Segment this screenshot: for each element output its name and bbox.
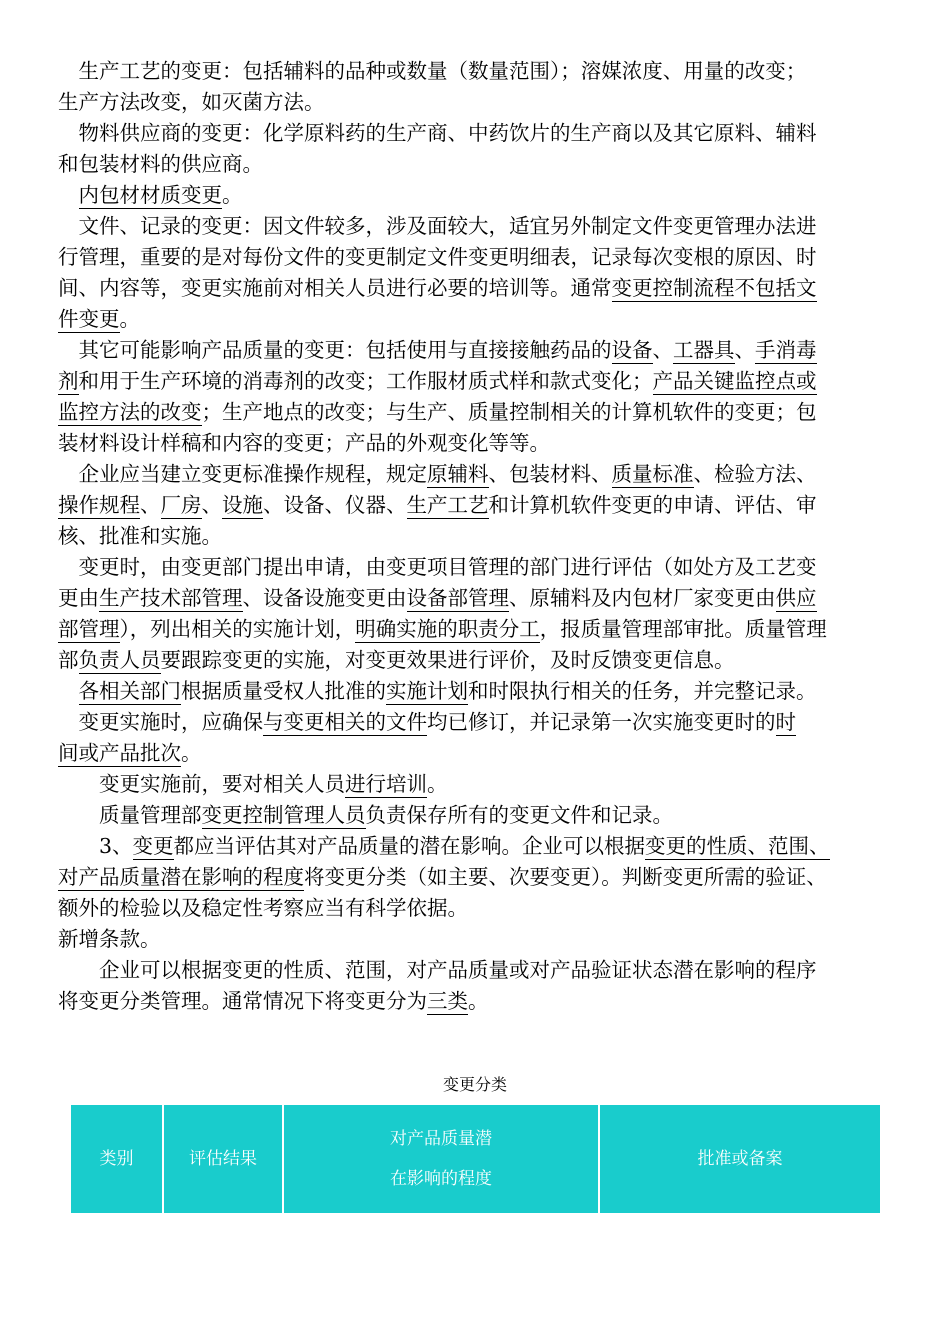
text-segment: 行管理，重要的是对每份文件的变更制定文件变更明细表，记录每次变根的原因、时 bbox=[58, 245, 817, 269]
text-line bbox=[58, 273, 898, 304]
text-line bbox=[58, 490, 898, 521]
text-segment: 将变更分类管理。通常情况下将变更分为 bbox=[58, 989, 427, 1013]
underlined-text: 产品关键监控点或 bbox=[652, 369, 817, 393]
text-segment: 、包装材料、 bbox=[488, 462, 612, 486]
header-assessment: 评估结果 bbox=[163, 1104, 283, 1214]
underlined-text: 原辅料 bbox=[427, 462, 489, 486]
underlined-text: 质量标准 bbox=[611, 462, 694, 486]
text-segment: 均已修订，并记录第一次实施变更时的 bbox=[427, 710, 776, 734]
text-line bbox=[58, 87, 898, 118]
text-segment: ，报质量管理部审批。质量管理 bbox=[539, 617, 827, 641]
text-line bbox=[58, 800, 898, 831]
underlined-text: 供应 bbox=[775, 586, 817, 610]
underlined-text: 明确实施的职责分工 bbox=[355, 617, 540, 641]
header-impact-line1: 对产品质量潜 bbox=[390, 1129, 492, 1149]
text-segment: 、 bbox=[652, 338, 673, 362]
underlined-text: 间或产品批次 bbox=[58, 741, 181, 765]
text-segment: 3、 bbox=[58, 834, 133, 858]
text-segment: 部 bbox=[58, 648, 79, 672]
text-segment: 和用于生产环境的消毒剂的改变；工作服材质式样和款式变化； bbox=[78, 369, 653, 393]
text-line bbox=[58, 242, 898, 273]
text-segment: 企业可以根据变更的性质、范围，对产品质量或对产品验证状态潜在影响的程序 bbox=[58, 958, 817, 982]
text-line bbox=[58, 118, 898, 149]
text-line bbox=[58, 459, 898, 490]
text-line bbox=[58, 645, 898, 676]
text-line bbox=[58, 211, 898, 242]
underlined-text: 设备部管理 bbox=[406, 586, 509, 610]
underlined-text: 手消毒 bbox=[755, 338, 817, 362]
text-line bbox=[58, 614, 898, 645]
text-segment: 。 bbox=[468, 989, 489, 1013]
text-line bbox=[58, 180, 898, 211]
underlined-text: 件变更 bbox=[58, 307, 120, 331]
underlined-text: 部管理 bbox=[58, 617, 120, 641]
header-category: 类别 bbox=[70, 1104, 163, 1214]
text-segment: 都应当评估其对产品质量的潜在影响。企业可以根据 bbox=[173, 834, 646, 858]
text-line bbox=[58, 304, 898, 335]
text-segment: 将变更分类（如主要、次要变更）。判断变更所需的验证、 bbox=[304, 865, 827, 889]
text-segment: 。 bbox=[181, 741, 202, 765]
underlined-text: 设备 bbox=[611, 338, 653, 362]
text-segment: 、检验方法、 bbox=[693, 462, 817, 486]
text-segment: 变更时，由变更部门提出申请，由变更项目管理的部门进行评估（如处方及工艺变 bbox=[58, 555, 817, 579]
change-classification-table bbox=[69, 1103, 882, 1215]
text-line bbox=[58, 738, 898, 769]
text-segment: 文件、记录的变更：因文件较多，涉及面较大，适宜另外制定文件变更管理办法进 bbox=[58, 214, 817, 238]
underlined-text: 三类 bbox=[427, 989, 468, 1013]
text-segment: 物料供应商的变更：化学原料药的生产商、中药饮片的生产商以及其它原料、辅料 bbox=[58, 121, 817, 145]
underlined-text: 变更控制管理人员 bbox=[201, 803, 366, 827]
text-segment: ；生产地点的改变；与生产、质量控制相关的计算机软件的变更；包 bbox=[201, 400, 817, 424]
text-segment: 额外的检验以及稳定性考察应当有科学依据。 bbox=[58, 896, 468, 920]
text-segment: 新增条款。 bbox=[58, 927, 161, 951]
text-segment: 、 bbox=[201, 493, 222, 517]
header-impact-degree bbox=[283, 1104, 599, 1214]
text-line bbox=[58, 707, 898, 738]
text-line bbox=[58, 676, 898, 707]
underlined-text: 进行培训 bbox=[345, 772, 427, 796]
text-segment: 间、内容等，变更实施前对相关人员进行必要的培训等。通常 bbox=[58, 276, 612, 300]
text-segment: 其它可能影响产品质量的变更：包括使用与直接接触药品的 bbox=[58, 338, 612, 362]
text-line bbox=[58, 335, 898, 366]
text-line bbox=[58, 831, 898, 862]
text-segment: 生产工艺的变更：包括辅料的品种或数量（数量范围）；溶媒浓度、用量的改变； bbox=[58, 59, 807, 83]
text-segment: 和包装材料的供应商。 bbox=[58, 152, 263, 176]
text-line bbox=[58, 552, 898, 583]
underlined-text: 设施 bbox=[222, 493, 263, 517]
text-line bbox=[58, 521, 898, 552]
text-segment: 、 bbox=[734, 338, 755, 362]
text-line bbox=[58, 924, 898, 955]
text-segment: 。 bbox=[222, 183, 243, 207]
text-line bbox=[58, 56, 898, 87]
table-caption: 变更分类 bbox=[442, 1075, 507, 1094]
underlined-text: 变更的性质、范围、 bbox=[645, 834, 830, 858]
text-line bbox=[58, 149, 898, 180]
text-segment: 、设备、仪器、 bbox=[263, 493, 407, 517]
text-line bbox=[58, 862, 898, 893]
underlined-text: 与变更相关的文件 bbox=[263, 710, 427, 734]
text-line bbox=[58, 366, 898, 397]
underlined-text: 内包材材质变更 bbox=[78, 183, 222, 207]
underlined-text: 生产工艺 bbox=[406, 493, 489, 517]
text-segment: 、 bbox=[140, 493, 161, 517]
underlined-text: 时 bbox=[775, 710, 796, 734]
text-segment: 生产方法改变，如灭菌方法。 bbox=[58, 90, 325, 114]
text-segment: 变更实施前，要对相关人员 bbox=[58, 772, 345, 796]
text-line bbox=[58, 893, 898, 924]
text-segment: 、原辅料及内包材厂家变更由 bbox=[509, 586, 776, 610]
underlined-text: 各相关部门 bbox=[78, 679, 181, 703]
text-segment: 、设备设施变更由 bbox=[242, 586, 407, 610]
text-segment bbox=[58, 679, 79, 703]
underlined-text: 厂房 bbox=[160, 493, 202, 517]
text-segment: 质量管理部 bbox=[58, 803, 202, 827]
text-line bbox=[58, 583, 898, 614]
text-line bbox=[58, 955, 898, 986]
underlined-text: 剂 bbox=[58, 369, 79, 393]
text-line bbox=[58, 397, 898, 428]
text-segment: 。 bbox=[119, 307, 140, 331]
header-approval: 批准或备案 bbox=[599, 1104, 881, 1214]
underlined-text: 变更 bbox=[132, 834, 174, 858]
text-segment: 装材料设计样稿和内容的变更；产品的外观变化等等。 bbox=[58, 431, 550, 455]
text-segment: 和时限执行相关的任务，并完整记录。 bbox=[468, 679, 817, 703]
underlined-text: 对产品质量潜在影响的程度 bbox=[58, 865, 304, 889]
text-segment: 核、批准和实施。 bbox=[58, 524, 222, 548]
underlined-text: 变更控制流程不包括文 bbox=[611, 276, 817, 300]
table-header-row bbox=[70, 1104, 881, 1214]
text-segment: 更由 bbox=[58, 586, 99, 610]
text-segment: 和计算机软件变更的申请、评估、审 bbox=[488, 493, 817, 517]
underlined-text: 实施计划 bbox=[386, 679, 468, 703]
text-segment: ），列出相关的实施计划， bbox=[119, 617, 356, 641]
text-segment bbox=[58, 183, 79, 207]
text-line bbox=[58, 986, 898, 1017]
text-segment: 根据质量受权人批准的 bbox=[181, 679, 386, 703]
underlined-text: 监控方法的改变 bbox=[58, 400, 202, 424]
text-segment: 要跟踪变更的实施，对变更效果进行评价，及时反馈变更信息。 bbox=[160, 648, 735, 672]
underlined-text: 负责人员 bbox=[78, 648, 161, 672]
text-segment: 变更实施时，应确保 bbox=[58, 710, 263, 734]
text-segment: 。 bbox=[427, 772, 448, 796]
text-segment: 负责保存所有的变更文件和记录。 bbox=[365, 803, 673, 827]
underlined-text: 生产技术部管理 bbox=[99, 586, 243, 610]
text-line bbox=[58, 769, 898, 800]
underlined-text: 操作规程 bbox=[58, 493, 140, 517]
text-segment: 企业应当建立变更标准操作规程，规定 bbox=[58, 462, 427, 486]
header-impact-line2: 在影响的程度 bbox=[390, 1169, 492, 1189]
underlined-text: 工器具 bbox=[673, 338, 735, 362]
text-line bbox=[58, 428, 898, 459]
